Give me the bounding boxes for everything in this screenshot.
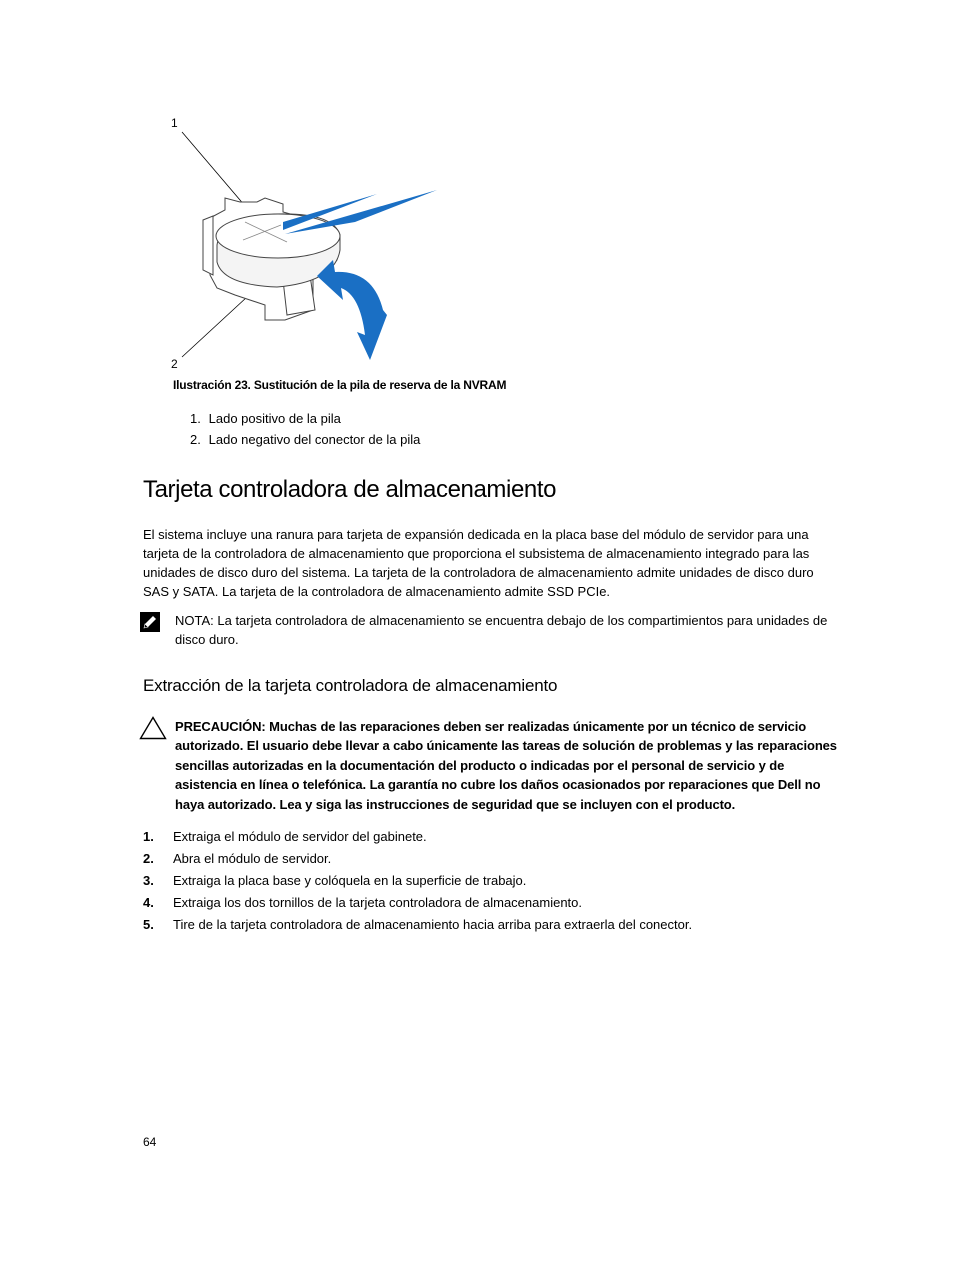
legend-number: 1. xyxy=(190,411,201,426)
note-block xyxy=(175,611,840,649)
section-paragraph: El sistema incluye una ranura para tarjeta de expansión dedicada en la placa base del módulo de servidor para una tarjeta de la controladora de almacenamiento que proporciona el subsistema de almacenamiento integrado para las unidades de disco duro del sistema. La tarjeta de la controladora de almacenamiento admite unidades de disco duro SAS y SATA. La tarjeta de la controladora de almacenamiento admite SSD PCIe. xyxy=(143,527,814,599)
figure-caption: Ilustración 23. Sustitución de la pila de reserva de la NVRAM xyxy=(173,378,507,392)
step-item xyxy=(143,892,692,914)
battery-illustration xyxy=(165,110,455,375)
step-number: 3. xyxy=(143,873,154,888)
pencil-note-icon xyxy=(140,612,160,632)
step-item xyxy=(143,870,692,892)
step-number: 1. xyxy=(143,829,154,844)
step-item xyxy=(143,848,692,870)
page-number: 64 xyxy=(143,1135,157,1149)
step-number: 5. xyxy=(143,917,154,932)
step-text: Extraiga la placa base y colóquela en la superficie de trabajo. xyxy=(173,873,527,888)
callout-2-label: 2 xyxy=(171,357,178,371)
legend-text: Lado negativo del conector de la pila xyxy=(208,432,421,447)
step-text: Tire de la tarjeta controladora de almacenamiento hacia arriba para extraerla del conector. xyxy=(173,917,693,932)
step-text: Extraiga el módulo de servidor del gabinete. xyxy=(173,829,427,844)
step-item xyxy=(143,826,692,848)
callout-2-leader xyxy=(182,297,247,357)
caution-triangle-icon xyxy=(139,716,167,740)
legend-number: 2. xyxy=(190,432,201,447)
step-text: Abra el módulo de servidor. xyxy=(173,851,332,866)
step-item xyxy=(143,914,692,936)
caution-text: PRECAUCIÓN: Muchas de las reparaciones deben ser realizadas únicamente por un técnico de servicio autorizado. El usuario debe llevar a cabo únicamente las tareas de solución de problemas y las reparaciones sencillas autorizadas en la documentación del producto o indicadas por el personal de servicio y de asistencia en línea o telefónica. La garantía no cubre los daños ocasionados por reparaciones que Dell no haya autorizado. Lea y siga las instrucciones de seguridad que se incluyen con el producto. xyxy=(175,719,837,812)
step-number: 4. xyxy=(143,895,154,910)
legend-text: Lado positivo de la pila xyxy=(208,411,341,426)
figure-legend xyxy=(190,408,420,450)
note-text: La tarjeta controladora de almacenamiento se encuentra debajo de los compartimientos para unidades de disco duro. xyxy=(175,613,828,647)
subsection-title: Extracción de la tarjeta controladora de almacenamiento xyxy=(143,676,558,695)
procedure-steps xyxy=(143,826,692,936)
legend-item xyxy=(190,408,420,429)
note-label: NOTA: xyxy=(175,613,214,628)
arrow-rotate xyxy=(317,260,387,360)
callout-1-label: 1 xyxy=(171,116,178,130)
step-number: 2. xyxy=(143,851,154,866)
section-title: Tarjeta controladora de almacenamiento xyxy=(143,476,557,503)
step-text: Extraiga los dos tornillos de la tarjeta controladora de almacenamiento. xyxy=(173,895,583,910)
legend-item xyxy=(190,429,420,450)
battery-diagram-svg xyxy=(165,110,455,375)
